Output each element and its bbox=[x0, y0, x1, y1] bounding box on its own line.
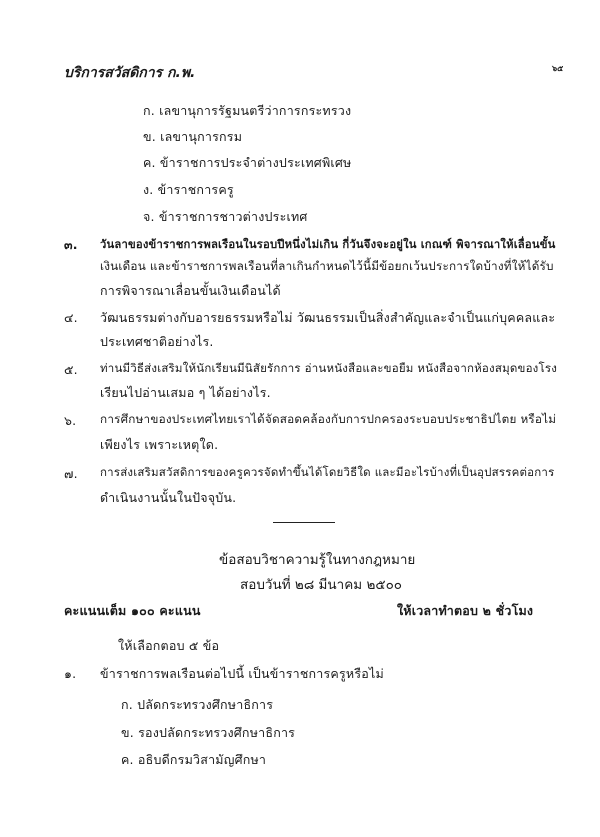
question-5-line-1: ท่านมีวิธีส่งเสริมให้นักเรียนมีนิสัยรักการ อ่านหนังสือและขอยืม หนังสือจากห้องสมุดของโรง bbox=[100, 361, 558, 375]
question-3-number: ๓. bbox=[64, 237, 78, 252]
exam-instruction: ให้เลือกตอบ ๕ ข้อ bbox=[118, 638, 220, 653]
question-1-line-1: ข้าราชการพลเรือนต่อไปนี้ เป็นข้าราชการครูหรือไม่ bbox=[100, 666, 384, 681]
question-5-number: ๕. bbox=[64, 362, 78, 377]
subitem-bottom-kho-khwai: ค. อธิบดีกรมวิสามัญศึกษา bbox=[121, 752, 267, 767]
question-7-line-2: ดำเนินงานนั้นในปัจจุบัน. bbox=[100, 490, 237, 505]
page-number: ๖๕ bbox=[552, 64, 564, 73]
exam-date: สอบวันที่ ๒๘ มีนาคม ๒๕๐๐ bbox=[240, 577, 403, 593]
subitem-bottom-kho: ข. รองปลัดกระทรวงศึกษาธิการ bbox=[121, 725, 296, 740]
subitem-kho-khwai: ค. ข้าราชการประจำต่างประเทศพิเศษ bbox=[143, 155, 352, 170]
subitem-bottom-ko: ก. ปลัดกระทรวงศึกษาธิการ bbox=[121, 697, 274, 712]
question-7-number: ๗. bbox=[64, 466, 78, 481]
question-6-line-1: การศึกษาของประเทศไทยเราได้จัดสอดคล้องกับการปกครองระบอบประชาธิปไตย หรือไม่ bbox=[100, 412, 557, 426]
question-4-line-1: วัฒนธรรมต่างกับอารยธรรมหรือไม่ วัฒนธรรมเป็นสิ่งสำคัญและจำเป็นแก่บุคคลและ bbox=[100, 310, 556, 325]
section-divider bbox=[273, 522, 335, 523]
subitem-ngo: ง. ข้าราชการครู bbox=[143, 182, 234, 197]
exam-title: ข้อสอบวิชาความรู้ในทางกฎหมาย bbox=[219, 552, 416, 568]
exam-full-score: คะแนนเต็ม ๑๐๐ คะแนน bbox=[64, 603, 201, 618]
question-3-line-2: เงินเดือน และข้าราชการพลเรือนที่ลาเกินกำหนดไว้นี้มีข้อยกเว้นประการใดบ้างที่ให้ได้รับ bbox=[100, 259, 554, 273]
question-5-line-2: เรียนไปอ่านเสมอ ๆ ได้อย่างไร. bbox=[100, 385, 271, 400]
question-7-line-1: การส่งเสริมสวัสดิการของครูควรจัดทำขึ้นได้โดยวิธีใด และมีอะไรบ้างที่เป็นอุปสรรคต่อการ bbox=[100, 465, 555, 479]
question-1-number: ๑. bbox=[64, 666, 77, 681]
subitem-cho: จ. ข้าราชการชาวต่างประเทศ bbox=[143, 209, 308, 224]
question-4-number: ๔. bbox=[64, 310, 78, 325]
page-header-title: บริการสวัสดิการ ก.พ. bbox=[64, 65, 196, 81]
question-6-number: ๖. bbox=[64, 413, 77, 428]
exam-time-allowed: ให้เวลาทำตอบ ๒ ชั่วโมง bbox=[397, 603, 534, 618]
subitem-kho: ข. เลขานุการกรม bbox=[143, 129, 243, 144]
question-3-line-3: การพิจารณาเลื่อนขั้นเงินเดือนได้ bbox=[100, 283, 281, 298]
question-4-line-2: ประเทศชาติอย่างไร. bbox=[100, 334, 214, 349]
question-3-line-1: วันลาของข้าราชการพลเรือนในรอบปีหนึ่งไม่เกิน กี่วันจึงจะอยู่ใน เกณฑ์ พิจารณาให้เลื่อนขั้น bbox=[100, 238, 556, 251]
question-6-line-2: เพียงไร เพราะเหตุใด. bbox=[100, 437, 219, 452]
subitem-ko: ก. เลขานุการรัฐมนตรีว่าการกระทรวง bbox=[143, 103, 352, 118]
